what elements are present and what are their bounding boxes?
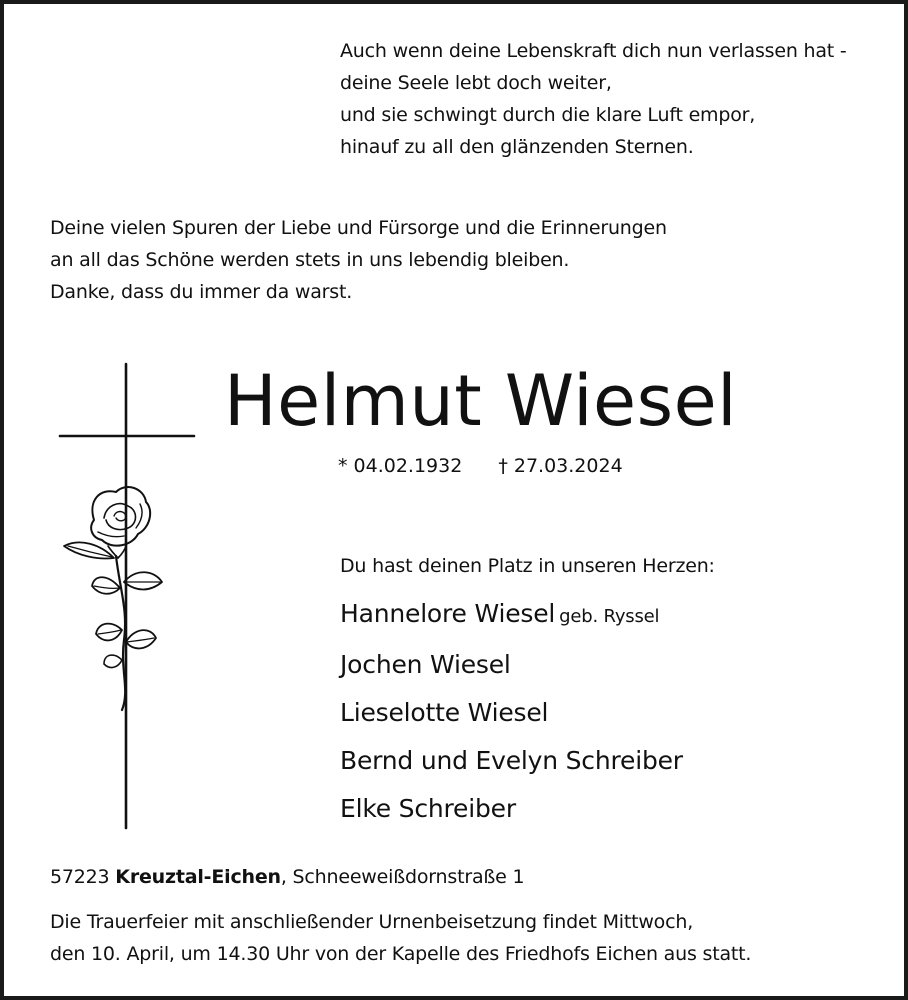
cross-with-rose-icon (54, 360, 204, 836)
mourner-name (340, 641, 683, 689)
address-postcode: 57223 (50, 866, 110, 888)
mourner-name (340, 689, 683, 737)
poem-line: und sie schwingt durch die klare Luft empor, (340, 104, 756, 126)
mourner-maiden-name: geb. Ryssel (559, 606, 660, 627)
poem (340, 35, 847, 163)
mourner-fullname: Jochen Wiesel (340, 650, 511, 679)
address-street: , Schneeweißdornstraße 1 (280, 866, 525, 888)
mourner-fullname: Bernd und Evelyn Schreiber (340, 746, 683, 775)
death-date: † 27.03.2024 (498, 455, 623, 477)
address-town: Kreuztal-Eichen (115, 866, 281, 888)
tribute-line: Danke, dass du immer da warst. (50, 281, 353, 303)
tribute-text (50, 212, 667, 308)
life-dates (338, 452, 623, 480)
tribute-line: Deine vielen Spuren der Liebe und Fürsorge und die Erinnerungen (50, 217, 667, 239)
poem-line: hinauf zu all den glänzenden Sternen. (340, 136, 694, 158)
mourner-name (340, 590, 683, 641)
mourner-name (340, 785, 683, 833)
birth-date: * 04.02.1932 (338, 455, 463, 477)
service-line: den 10. April, um 14.30 Uhr von der Kapelle des Friedhofs Eichen aus statt. (50, 943, 752, 965)
poem-line: deine Seele lebt doch weiter, (340, 72, 612, 94)
funeral-service-info (50, 906, 751, 970)
address (50, 862, 524, 892)
deceased-name: Helmut Wiesel (224, 360, 738, 442)
mourner-fullname: Lieselotte Wiesel (340, 698, 549, 727)
service-line: Die Trauerfeier mit anschließender Urnenbeisetzung findet Mittwoch, (50, 911, 694, 933)
poem-line: Auch wenn deine Lebenskraft dich nun verlassen hat - (340, 40, 847, 62)
mourners-intro: Du hast deinen Platz in unseren Herzen: (340, 555, 715, 577)
tribute-line: an all das Schöne werden stets in uns lebendig bleiben. (50, 249, 570, 271)
mourner-fullname: Elke Schreiber (340, 794, 516, 823)
mourner-name (340, 737, 683, 785)
mourner-fullname: Hannelore Wiesel (340, 599, 556, 628)
mourners-list (340, 590, 683, 833)
